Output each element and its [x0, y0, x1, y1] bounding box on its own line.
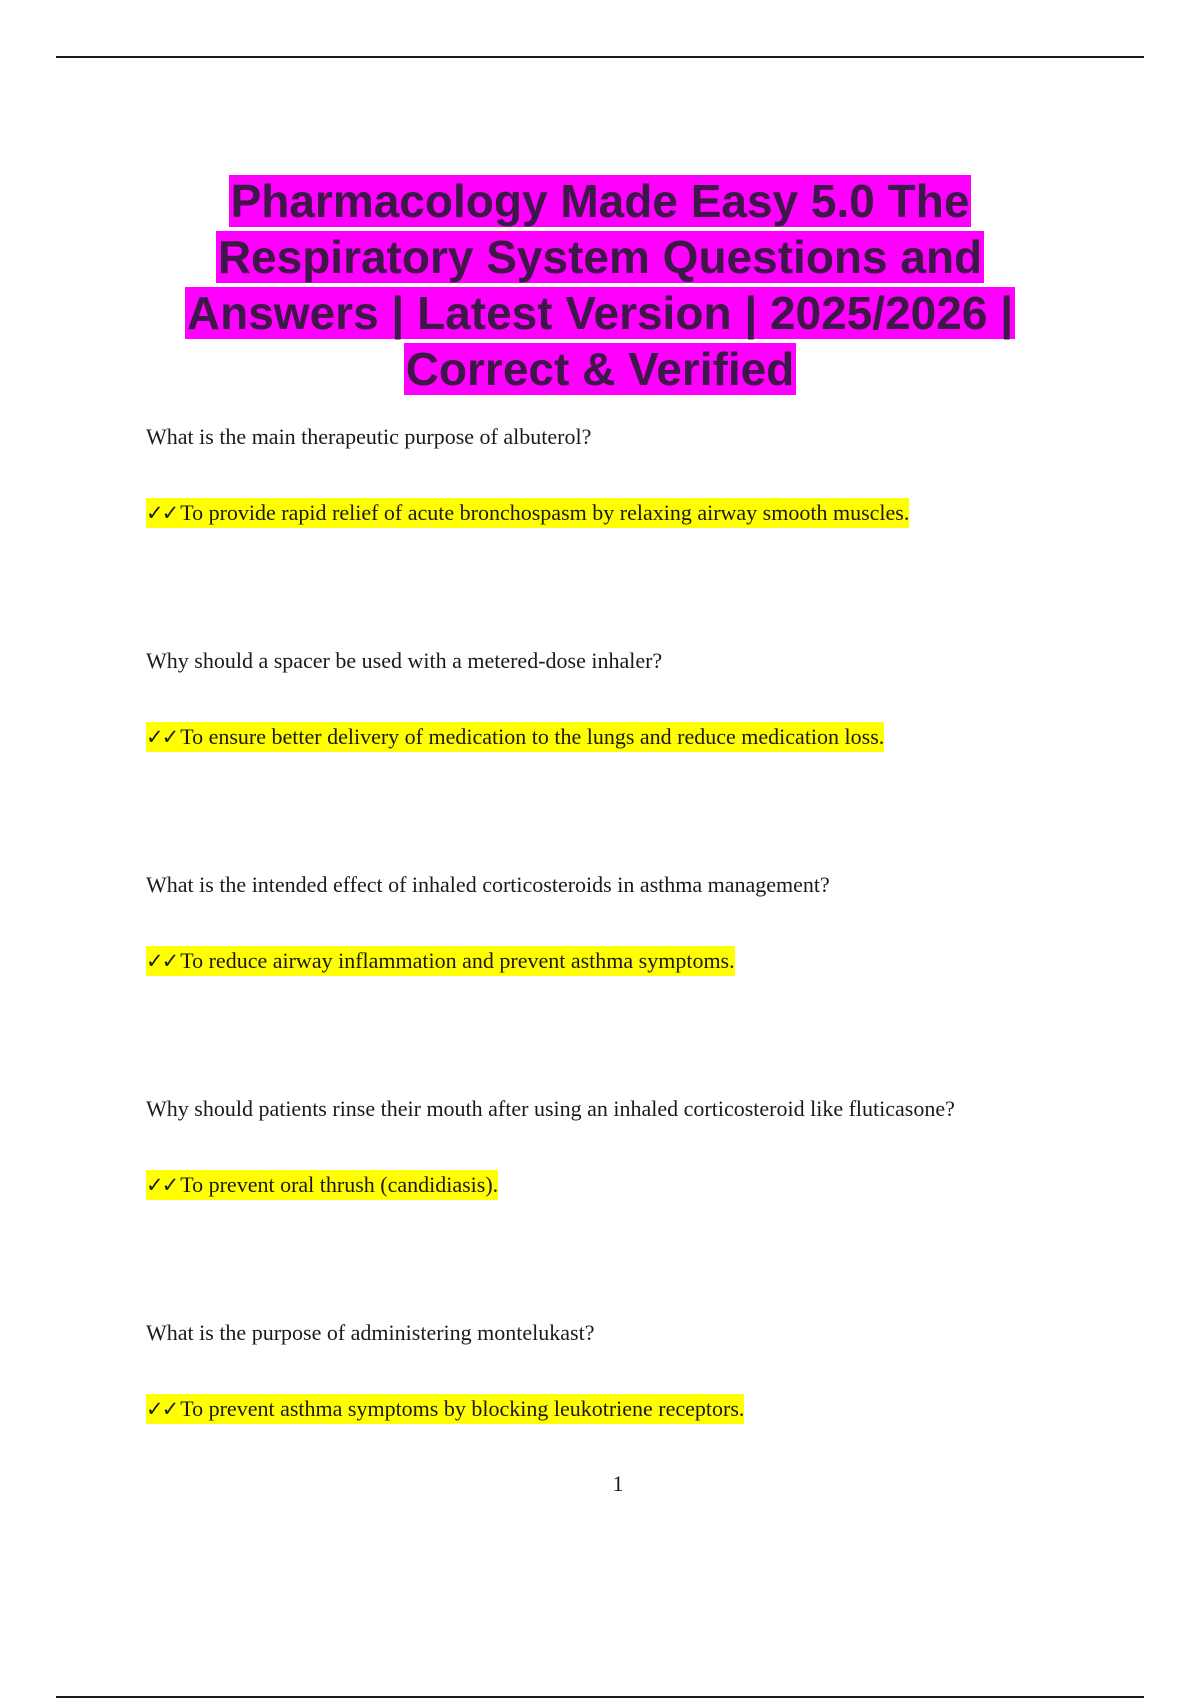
qa-item-1 — [146, 423, 1106, 527]
answer-1 — [146, 499, 1106, 527]
title-line-1: Pharmacology Made Easy 5.0 The — [230, 174, 970, 227]
question-3: What is the intended effect of inhaled corticosteroids in asthma management? — [146, 872, 830, 897]
bottom-rule — [56, 1696, 1144, 1698]
qa-item-4 — [146, 1095, 1106, 1199]
question-5: What is the purpose of administering montelukast? — [146, 1320, 595, 1345]
title-line-4: Correct & Verified — [405, 342, 795, 395]
question-4: Why should patients rinse their mouth after using an inhaled corticosteroid like fluticasone? — [146, 1096, 955, 1121]
double-check-icon: ✓✓ — [146, 725, 178, 749]
top-rule — [56, 56, 1144, 58]
qa-item-5 — [146, 1319, 1106, 1423]
answer-3-text: To reduce airway inflammation and prevent asthma symptoms. — [180, 948, 735, 973]
question-1: What is the main therapeutic purpose of albuterol? — [146, 424, 592, 449]
double-check-icon: ✓✓ — [146, 1397, 178, 1421]
title-line-3: Answers | Latest Version | 2025/2026 | — [186, 286, 1014, 339]
answer-5-text: To prevent asthma symptoms by blocking leukotriene receptors. — [180, 1396, 745, 1421]
answer-1-text: To provide rapid relief of acute bronchospasm by relaxing airway smooth muscles. — [180, 500, 910, 525]
answer-3 — [146, 947, 1106, 975]
title-line-2: Respiratory System Questions and — [217, 230, 983, 283]
question-2: Why should a spacer be used with a metered-dose inhaler? — [146, 648, 663, 673]
double-check-icon: ✓✓ — [146, 1173, 178, 1197]
answer-4-text: To prevent oral thrush (candidiasis). — [180, 1172, 499, 1197]
qa-item-3 — [146, 871, 1106, 975]
answer-2-text: To ensure better delivery of medication to the lungs and reduce medication loss. — [180, 724, 885, 749]
answer-2 — [146, 723, 1106, 751]
double-check-icon: ✓✓ — [146, 501, 178, 525]
double-check-icon: ✓✓ — [146, 949, 178, 973]
answer-4 — [146, 1171, 1106, 1199]
answer-5 — [146, 1395, 1106, 1423]
document-title — [120, 173, 1080, 397]
page-number: 1 — [612, 1471, 624, 1496]
qa-item-2 — [146, 647, 1106, 751]
